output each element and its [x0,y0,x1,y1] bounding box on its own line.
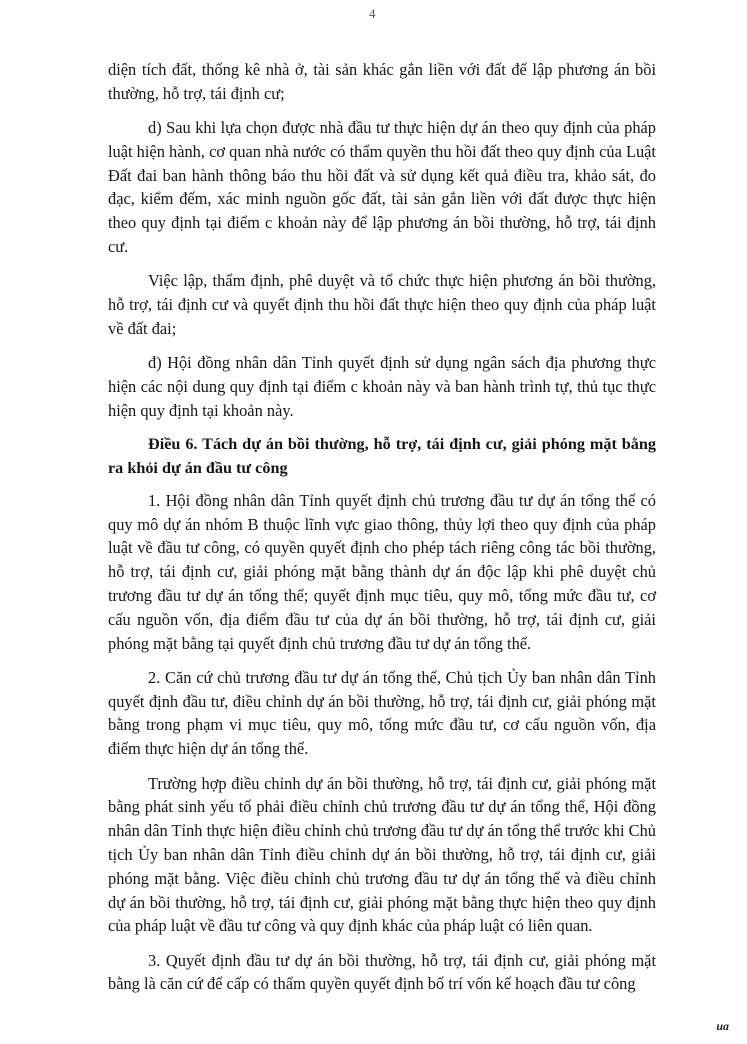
paragraph-6: 2. Căn cứ chủ trương đầu tư dự án tổng thể, Chủ tịch Ủy ban nhân dân Tỉnh quyết định đầu tư, điều chỉnh dự án bồi thường, hỗ trợ, tái định cư, giải phóng mặt bằng trong phạm vi mục tiêu, quy mô, tổng mức đầu tư, cơ cấu nguồn vốn, địa điểm thực hiện dự án tổng thể. [108,667,656,759]
paragraph-3: đ) Hội đồng nhân dân Tỉnh quyết định sử dụng ngân sách địa phương thực hiện các nội dung quy định tại điểm c khoản này và ban hành trình tự, thủ tục thực hiện quy định tại khoản này. [108,353,656,420]
page-corner-mark: ua [716,1019,729,1033]
paragraph-1: d) Sau khi lựa chọn được nhà đầu tư thực hiện dự án theo quy định của pháp luật hiện hành, cơ quan nhà nước có thẩm quyền thu hồi đất theo quy định của Luật Đất đai ban hành thông báo thu hồi đất và sử dụng kết quả điều tra, khảo sát, đo đạc, kiểm đếm, xác minh nguồn gốc đất, tài sản gắn liền với đất được thực hiện theo quy định tại điểm c khoản này để lập phương án bồi thường, hỗ trợ, tái định cư. [108,118,656,257]
paragraph-5: 1. Hội đồng nhân dân Tỉnh quyết định chủ trương đầu tư dự án tổng thể có quy mô dự án nhóm B thuộc lĩnh vực giao thông, thủy lợi theo quy định của pháp luật về đầu tư công, có quyền quyết định cho phép tách riêng công tác bồi thường, hỗ trợ, tái định cư, giải phóng mặt bằng thành dự án độc lập khi phê duyệt chủ trương đầu tư dự án tổng thể; quyết định mục tiêu, quy mô, tổng mức đầu tư, cơ cấu nguồn vốn, địa điểm đầu tư của dự án bồi thường, hỗ trợ, tái định cư, giải phóng mặt bằng tại quyết định chủ trương đầu tư dự án tổng thể. [108,490,656,653]
paragraph-0: diện tích đất, thống kê nhà ở, tài sản khác gắn liền với đất để lập phương án bồi thường, hỗ trợ, tái định cư; [108,60,656,103]
paragraph-8: 3. Quyết định đầu tư dự án bồi thường, hỗ trợ, tái định cư, giải phóng mặt bằng là căn cứ để cấp có thẩm quyền quyết định bố trí vốn kế hoạch đầu tư công [108,950,656,994]
article-6-heading: Điều 6. Tách dự án bồi thường, hỗ trợ, tái định cư, giải phóng mặt bằng ra khỏi dự án đầu tư công [108,435,656,477]
document-body [108,58,656,1007]
paragraph-7: Trường hợp điều chỉnh dự án bồi thường, hỗ trợ, tái định cư, giải phóng mặt bằng phát sinh yếu tố phải điều chỉnh chủ trương đầu tư dự án tổng thể, Hội đồng nhân dân Tỉnh thực hiện điều chỉnh chủ trương đầu tư dự án tổng thể trước khi Chủ tịch Ủy ban nhân dân Tỉnh điều chỉnh dự án bồi thường, hỗ trợ, tái định cư, giải phóng mặt bằng. Việc điều chỉnh chủ trương đầu tư dự án tổng thể và điều chỉnh dự án bồi thường, hỗ trợ, tái định cư, giải phóng mặt bằng thực hiện theo quy định của pháp luật về đầu tư công và quy định khác của pháp luật có liên quan. [108,773,656,936]
page-top-mark: 4 [369,6,376,21]
paragraph-2: Việc lập, thẩm định, phê duyệt và tổ chức thực hiện phương án bồi thường, hỗ trợ, tái định cư và quyết định thu hồi đất thực hiện theo quy định của pháp luật về đất đai; [108,271,656,338]
